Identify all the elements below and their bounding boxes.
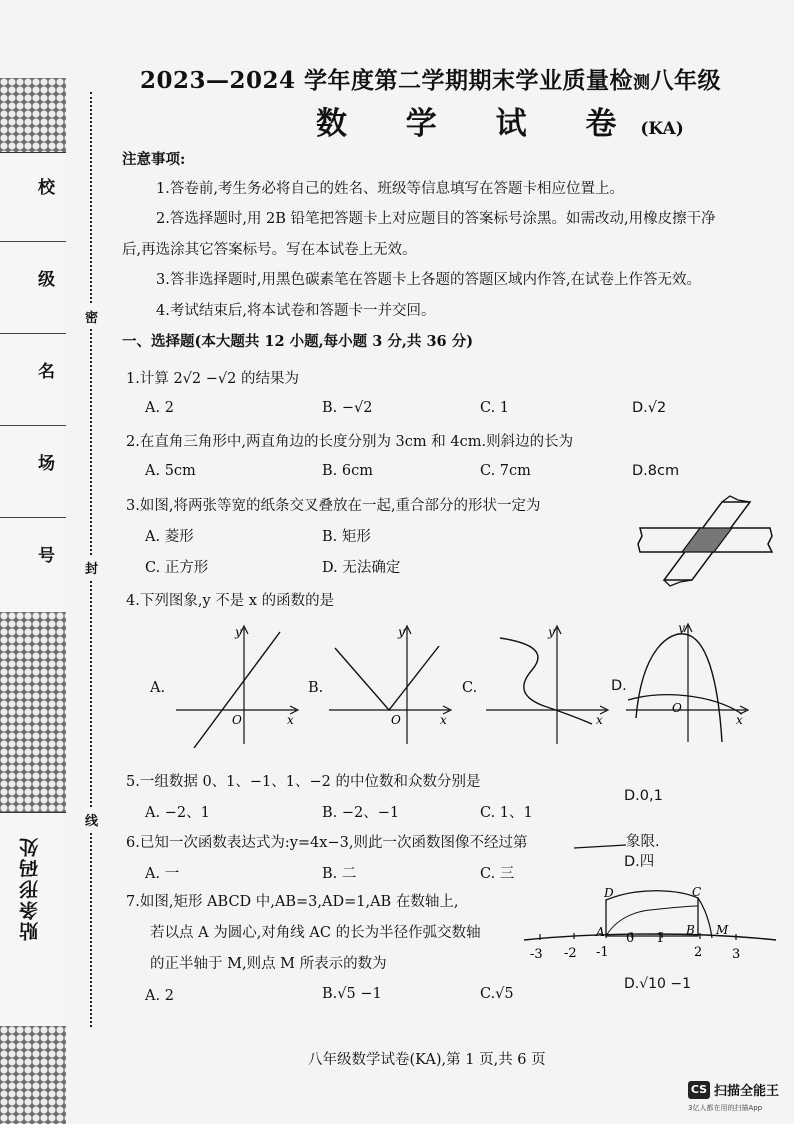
q4b-y-label: y — [398, 625, 405, 639]
q6-option-c: C. 三 — [480, 866, 515, 882]
info-room: 场 — [0, 429, 66, 518]
q3-option-c: C. 正方形 — [145, 560, 209, 576]
q5-option-b: B. −2、−1 — [322, 805, 400, 821]
seal-mark-mi: 密 — [85, 305, 98, 328]
barcode-label: 贴条形码处 — [19, 836, 41, 941]
q5-stem: 5.一组数据 0、1、−1、1、−2 的中位数和众数分别是 — [126, 774, 481, 790]
q6-option-d: D.四 — [624, 854, 655, 870]
q4-option-c: C. — [462, 680, 478, 696]
q4-graph-a — [172, 620, 312, 748]
q4c-y-label: y — [548, 625, 555, 639]
notice-heading: 注意事项: — [122, 151, 186, 168]
notice-item-1: 1.答卷前,考生务必将自己的姓名、班级等信息填写在答题卡相应位置上。 — [156, 181, 624, 197]
q4-graph-d — [622, 618, 762, 746]
q4-option-b: B. — [308, 680, 324, 696]
q7-tick-0: 0 — [626, 931, 635, 946]
q4c-x-label: x — [596, 713, 603, 727]
notice-item-3: 3.答非选择题时,用黑色碳素笔在答题卡上各题的答题区域内作答,在试卷上作答无效。 — [156, 272, 702, 288]
q3-paper-strips-figure — [636, 488, 776, 588]
q3-option-b: B. 矩形 — [322, 529, 371, 545]
q1-option-a: A. 2 — [145, 400, 174, 416]
q1-option-d: D.√2 — [632, 400, 667, 416]
q3-stem: 3.如图,将两张等宽的纸条交叉叠放在一起,重合部分的形状一定为 — [126, 498, 541, 514]
q7-point-a: A — [596, 925, 605, 939]
q7-tick-2: 2 — [694, 945, 703, 960]
q3-option-a: A. 菱形 — [145, 529, 194, 545]
info-school: 校 — [0, 153, 66, 242]
q4d-x-label: x — [736, 713, 743, 727]
q4-graph-c — [482, 620, 622, 748]
q4a-x-label: x — [287, 713, 294, 727]
q4b-origin-label: O — [391, 713, 401, 727]
info-seat: 号 — [38, 546, 55, 566]
q4-option-a: A. — [150, 680, 166, 696]
q6-answer-blank — [572, 842, 628, 852]
q7-tick-m2: -2 — [564, 946, 577, 961]
q7-tick-1: 1 — [656, 931, 665, 946]
q5-option-d: D.0,1 — [624, 788, 663, 804]
exam-title: 2023—2024 学年度第二学期期末学业质量检测八年级 — [140, 67, 722, 94]
q7-stem-line3: 的正半轴于 M,则点 M 所表示的数为 — [150, 956, 387, 972]
binding-pattern-bottom — [0, 1026, 66, 1124]
q4b-x-label: x — [440, 713, 447, 727]
info-class: 级 — [0, 245, 66, 334]
info-name: 名 — [0, 337, 66, 426]
student-info-box — [0, 152, 66, 614]
q1-option-c: C. 1 — [480, 400, 510, 416]
binding-pattern-top — [0, 78, 66, 152]
q1-option-b: B. −√2 — [322, 400, 373, 416]
notice-item-2-cont: 后,再选涂其它答案标号。写在本试卷上无效。 — [122, 242, 417, 258]
q7-option-a: A. 2 — [145, 988, 174, 1004]
q2-option-c: C. 7cm — [480, 463, 531, 479]
binding-pattern-mid — [0, 612, 66, 812]
q7-stem-line1: 7.如图,矩形 ABCD 中,AB=3,AD=1,AB 在数轴上, — [126, 894, 459, 910]
q7-tick-3: 3 — [732, 947, 741, 962]
q7-point-b: B — [686, 923, 695, 937]
camscanner-tagline: 3亿人都在用的扫描App — [688, 1104, 763, 1112]
q2-option-a: A. 5cm — [145, 463, 196, 479]
seal-mark-feng: 封 — [85, 556, 98, 579]
q4-option-d: D. — [611, 678, 627, 694]
seal-mark-xian: 线 — [85, 808, 98, 831]
q6-option-a: A. 一 — [145, 866, 180, 882]
subject-title: 数 学 试 卷(KA) — [316, 106, 684, 142]
notice-item-2: 2.答选择题时,用 2B 铅笔把答题卡上对应题目的答案标号涂黑。如需改动,用橡皮擦干净 — [156, 211, 716, 227]
q4a-origin-label: O — [232, 713, 242, 727]
q7-number-line-figure — [520, 884, 782, 968]
q7-stem-line2: 若以点 A 为圆心,对角线 AC 的长为半径作弧交数轴 — [150, 925, 481, 941]
q2-stem: 2.在直角三角形中,两直角边的长度分别为 3cm 和 4cm.则斜边的长为 — [126, 434, 574, 450]
q4-graph-b — [325, 620, 465, 748]
q7-tick-m1: -1 — [596, 945, 609, 960]
q6-tail: 象限. — [626, 834, 660, 850]
q7-tick-m3: -3 — [530, 947, 543, 962]
page-footer: 八年级数学试卷(KA),第 1 页,共 6 页 — [308, 1052, 546, 1068]
q4a-y-label: y — [235, 625, 242, 639]
q7-option-d: D.√10 −1 — [624, 976, 692, 992]
q7-option-c: C.√5 — [480, 986, 514, 1002]
q3-option-d: D. 无法确定 — [322, 560, 401, 576]
q2-option-b: B. 6cm — [322, 463, 373, 479]
notice-item-4: 4.考试结束后,将本试卷和答题卡一并交回。 — [156, 303, 436, 319]
q5-option-a: A. −2、1 — [145, 805, 210, 821]
q6-stem: 6.已知一次函数表达式为:y=4x−3,则此一次函数图像不经过第 — [126, 835, 528, 851]
q7-point-m: M — [716, 923, 729, 937]
q2-option-d: D.8cm — [632, 463, 680, 479]
q1-stem: 1.计算 2√2 −√2 的结果为 — [126, 371, 299, 387]
q4-stem: 4.下列图象,y 不是 x 的函数的是 — [126, 593, 335, 609]
q5-option-c: C. 1、1 — [480, 805, 533, 821]
q7-point-d: D — [604, 886, 614, 900]
camscanner-logo-icon: CS — [688, 1081, 710, 1099]
q6-option-b: B. 二 — [322, 866, 357, 882]
section-heading: 一、选择题(本大题共 12 小题,每小题 3 分,共 36 分) — [122, 333, 474, 350]
q7-option-b: B.√5 −1 — [322, 986, 382, 1002]
q4d-origin-label: O — [672, 701, 682, 715]
q4d-y-label: y — [678, 621, 685, 635]
camscanner-name: 扫描全能王 — [714, 1084, 780, 1099]
q7-point-c: C — [692, 885, 702, 899]
